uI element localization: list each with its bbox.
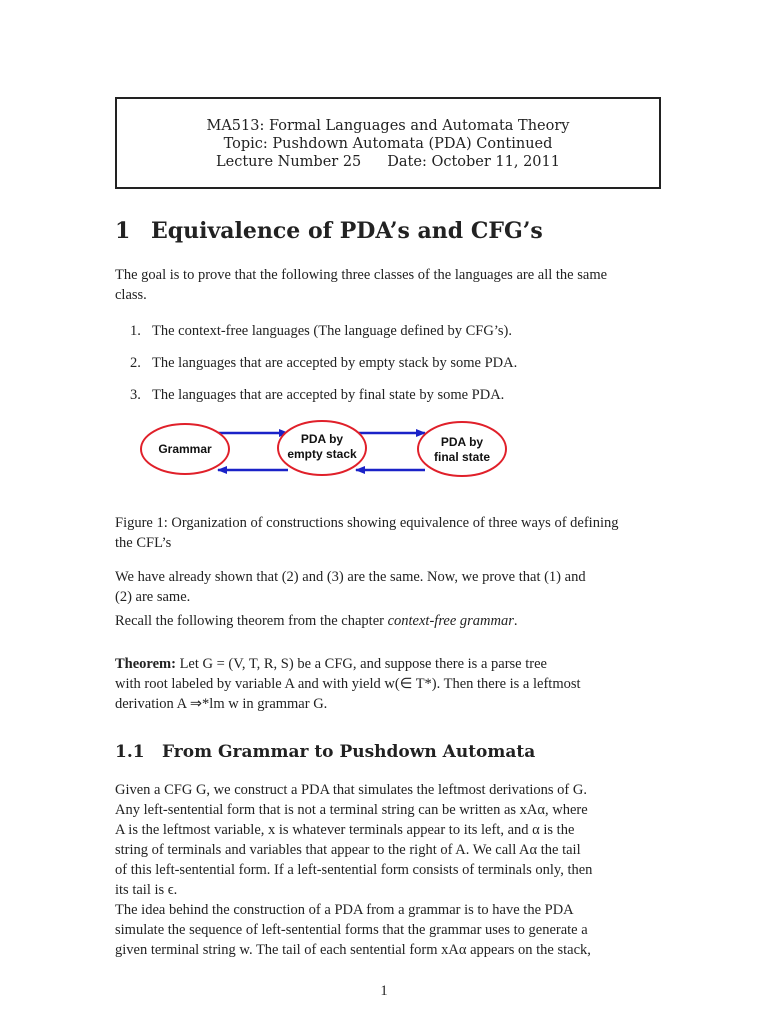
list-item bbox=[130, 323, 512, 340]
recall-suffix: . bbox=[513, 613, 518, 629]
idea-paragraph bbox=[115, 900, 652, 960]
section-number: 1 bbox=[115, 218, 131, 244]
shown-paragraph bbox=[115, 567, 652, 607]
equivalence-diagram bbox=[138, 420, 508, 498]
text-line: with root labeled by variable A and with yield w(∈ T*). Then there is a leftmost bbox=[115, 676, 581, 692]
subsection-number: 1.1 bbox=[115, 742, 145, 762]
text-line: Any left-sentential form that is not a terminal string can be written as xAα, where bbox=[115, 802, 588, 818]
text-line: class. bbox=[115, 287, 147, 303]
text-line: the CFL’s bbox=[115, 535, 172, 551]
text-line: string of terminals and variables that appear to the right of A. We call Aα the tail bbox=[115, 842, 581, 858]
subsection-heading bbox=[115, 742, 535, 762]
empty-stack-label-2: empty stack bbox=[287, 447, 357, 461]
text-line: We have already shown that (2) and (3) are the same. Now, we prove that (1) and bbox=[115, 569, 586, 585]
text-line: The goal is to prove that the following three classes of the languages are all the same bbox=[115, 267, 608, 283]
list-text: The languages that are accepted by empty stack by some PDA. bbox=[152, 355, 518, 371]
pda-final-state-node bbox=[418, 422, 506, 476]
recall-paragraph bbox=[115, 611, 652, 631]
section-title: Equivalence of PDA’s and CFG’s bbox=[151, 218, 543, 244]
text-line: given terminal string w. The tail of each sentential form xAα appears on the stack, bbox=[115, 942, 591, 958]
course-title: MA513: Formal Languages and Automata Theory bbox=[206, 118, 570, 134]
page-number: 1 bbox=[380, 983, 388, 999]
text-line bbox=[115, 654, 652, 674]
lecture-header-box bbox=[115, 97, 661, 189]
subsection-title: From Grammar to Pushdown Automata bbox=[162, 742, 536, 762]
text-line: The idea behind the construction of a PDA from a grammar is to have the PDA bbox=[115, 902, 574, 918]
theorem-block bbox=[115, 654, 652, 714]
lecture-info bbox=[117, 154, 659, 170]
text-line: its tail is ϵ. bbox=[115, 882, 178, 898]
list-number: 2. bbox=[130, 355, 141, 371]
text-line: simulate the sequence of left-sentential forms that the grammar uses to generate a bbox=[115, 922, 588, 938]
list-item bbox=[130, 355, 517, 372]
theorem-text: Let G = (V, T, R, S) be a CFG, and suppose there is a parse tree bbox=[179, 656, 547, 672]
final-state-label-2: final state bbox=[433, 450, 491, 464]
construction-paragraph bbox=[115, 780, 652, 900]
text-line: Given a CFG G, we construct a PDA that simulates the leftmost derivations of G. bbox=[115, 782, 587, 798]
recall-italic: context-free grammar bbox=[387, 613, 514, 629]
grammar-label: Grammar bbox=[158, 442, 212, 456]
theorem-label: Theorem: bbox=[115, 656, 176, 672]
list-number: 3. bbox=[130, 387, 141, 403]
lecture-date: Date: October 11, 2011 bbox=[387, 154, 560, 170]
list-text: The context-free languages (The language defined by CFG’s). bbox=[152, 323, 512, 339]
text-line: Figure 1: Organization of constructions showing equivalence of three ways of defining bbox=[115, 515, 619, 531]
figure-caption bbox=[115, 513, 652, 553]
empty-stack-label-1: PDA by bbox=[300, 432, 344, 446]
text-line: of this left-sentential form. If a left-sentential form consists of terminals only, then bbox=[115, 862, 593, 878]
lecture-number: Lecture Number 25 bbox=[216, 154, 362, 170]
text-line: (2) are same. bbox=[115, 589, 191, 605]
text-line: A is the leftmost variable, x is whatever terminals appear to its left, and α is the bbox=[115, 822, 575, 838]
section-heading bbox=[115, 218, 543, 244]
list-item bbox=[130, 387, 504, 404]
intro-paragraph bbox=[115, 265, 652, 305]
text-line: derivation A ⇒*lm w in grammar G. bbox=[115, 696, 328, 712]
topic-title: Topic: Pushdown Automata (PDA) Continued bbox=[223, 136, 553, 152]
final-state-label-1: PDA by bbox=[440, 435, 484, 449]
recall-text: Recall the following theorem from the chapter bbox=[115, 613, 388, 629]
list-text: The languages that are accepted by final state by some PDA. bbox=[152, 387, 505, 403]
list-number: 1. bbox=[130, 323, 141, 339]
